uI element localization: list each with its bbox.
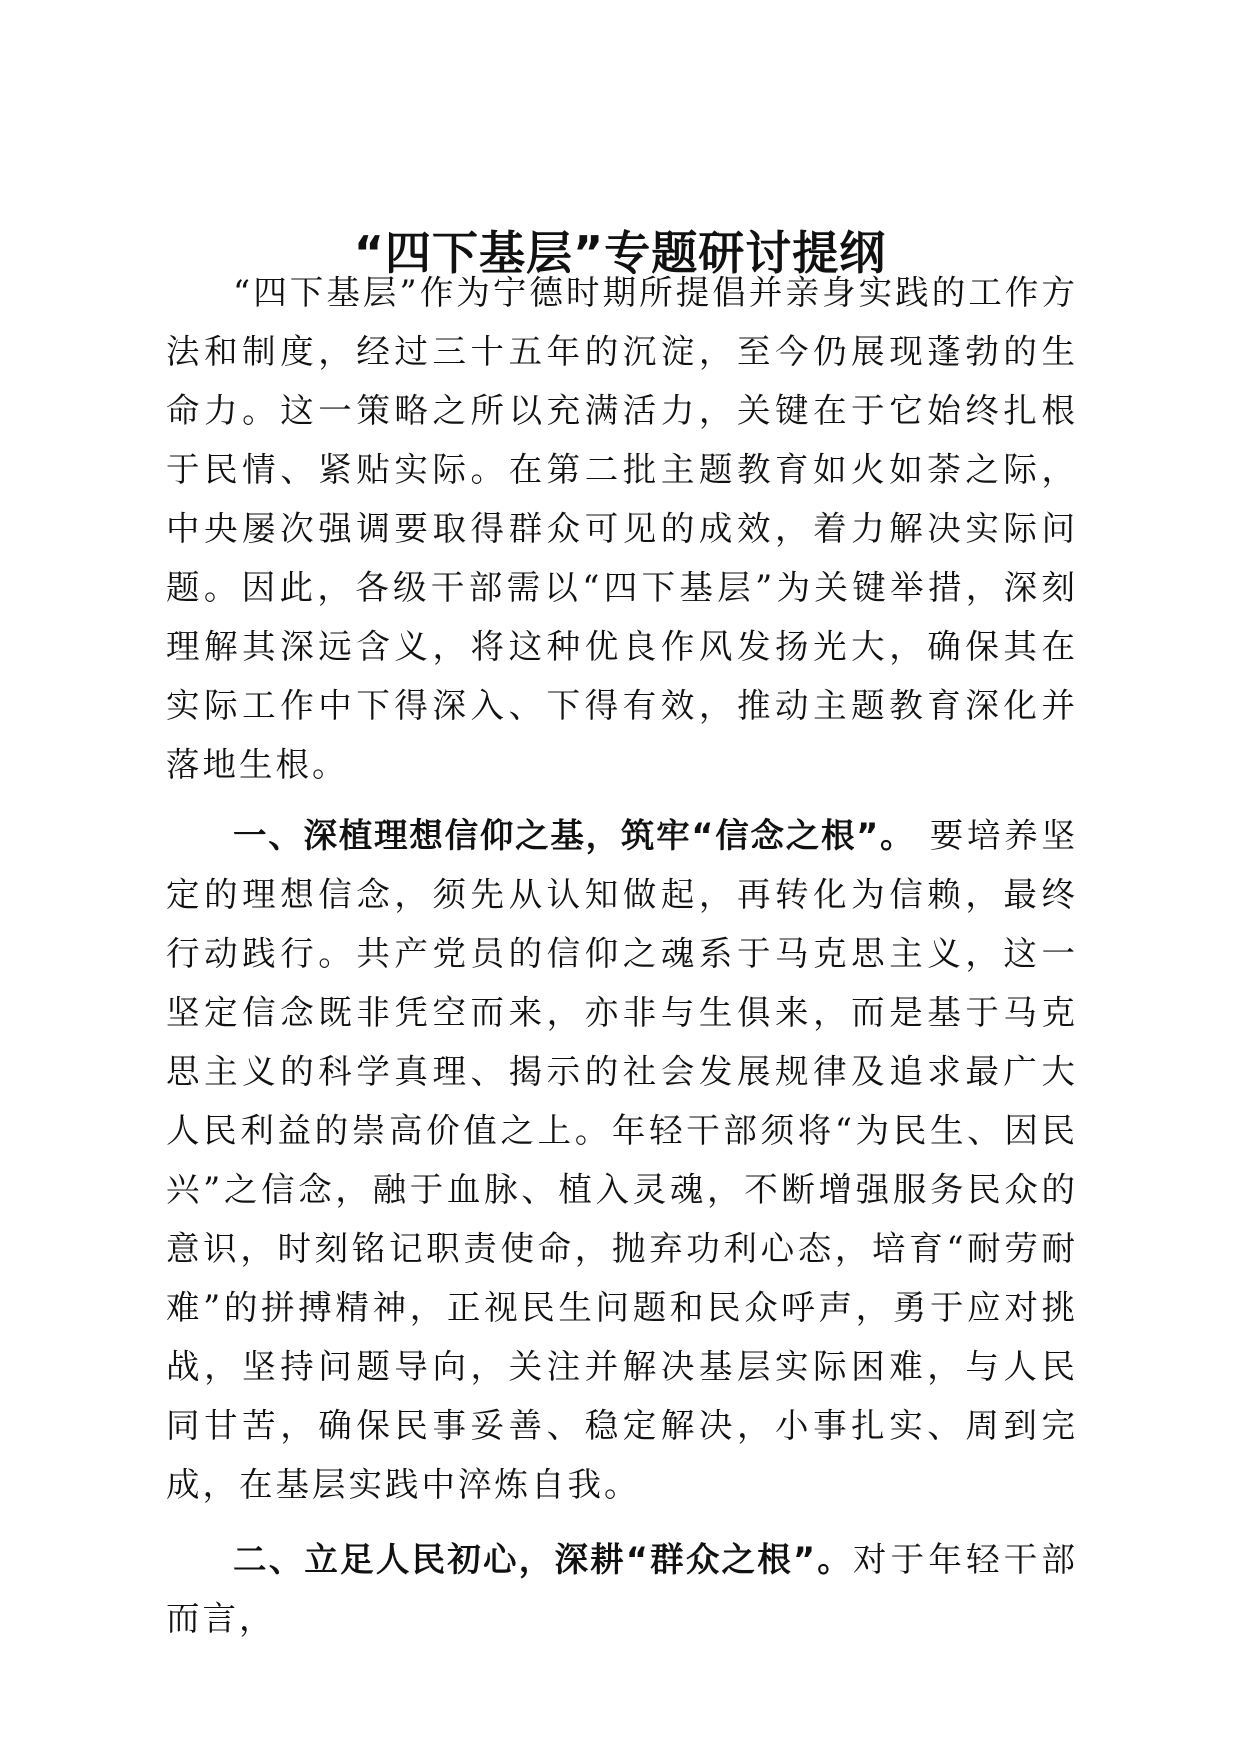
section-one-paragraph bbox=[166, 806, 1078, 1514]
section-heading: 一、深植理想信仰之基，筑牢“信念之根”。 bbox=[233, 816, 916, 855]
section-two-paragraph bbox=[166, 1530, 1078, 1648]
section-heading: 二、立足人民初心，深耕“群众之根”。 bbox=[233, 1540, 853, 1579]
document-title: “四下基层”专题研讨提纲 bbox=[353, 226, 887, 280]
paragraph-text: 对于年轻干部而言， bbox=[166, 1540, 1078, 1638]
intro-paragraph bbox=[166, 263, 1078, 794]
paragraph-text: 要培养坚定的理想信念，须先从认知做起，再转化为信赖，最终行动践行。共产党员的信仰之魂系于马克思主义，这一坚定信念既非凭空而来，亦非与生俱来，而是基于马克思主义的科学真理、揭示的社会发展规律及追求最广大人民利益的崇高价值之上。年轻干部须将“为民生、因民兴”之信念，融于血脉、植入灵魂，不断增强服务民众的意识，时刻铭记职责使命，抛弃功利心态，培育“耐劳耐难”的拼搏精神，正视民生问题和民众呼声，勇于应对挑战，坚持问题导向，关注并解决基层实际困难，与人民同甘苦，确保民事妥善、稳定解决，小事扎实、周到完成，在基层实践中淬炼自我。 bbox=[166, 816, 1078, 1504]
paragraph-text: “四下基层”作为宁德时期所提倡并亲身实践的工作方法和制度，经过三十五年的沉淀，至今仍展现蓬勃的生命力。这一策略之所以充满活力，关键在于它始终扎根于民情、紧贴实际。在第二批主题教育如火如荼之际，中央屡次强调要取得群众可见的成效，着力解决实际问题。因此，各级干部需以“四下基层”为关键举措，深刻理解其深远含义，将这种优良作风发扬光大，确保其在实际工作中下得深入、下得有效，推动主题教育深化并落地生根。 bbox=[166, 273, 1078, 784]
document-body bbox=[166, 263, 1078, 1648]
